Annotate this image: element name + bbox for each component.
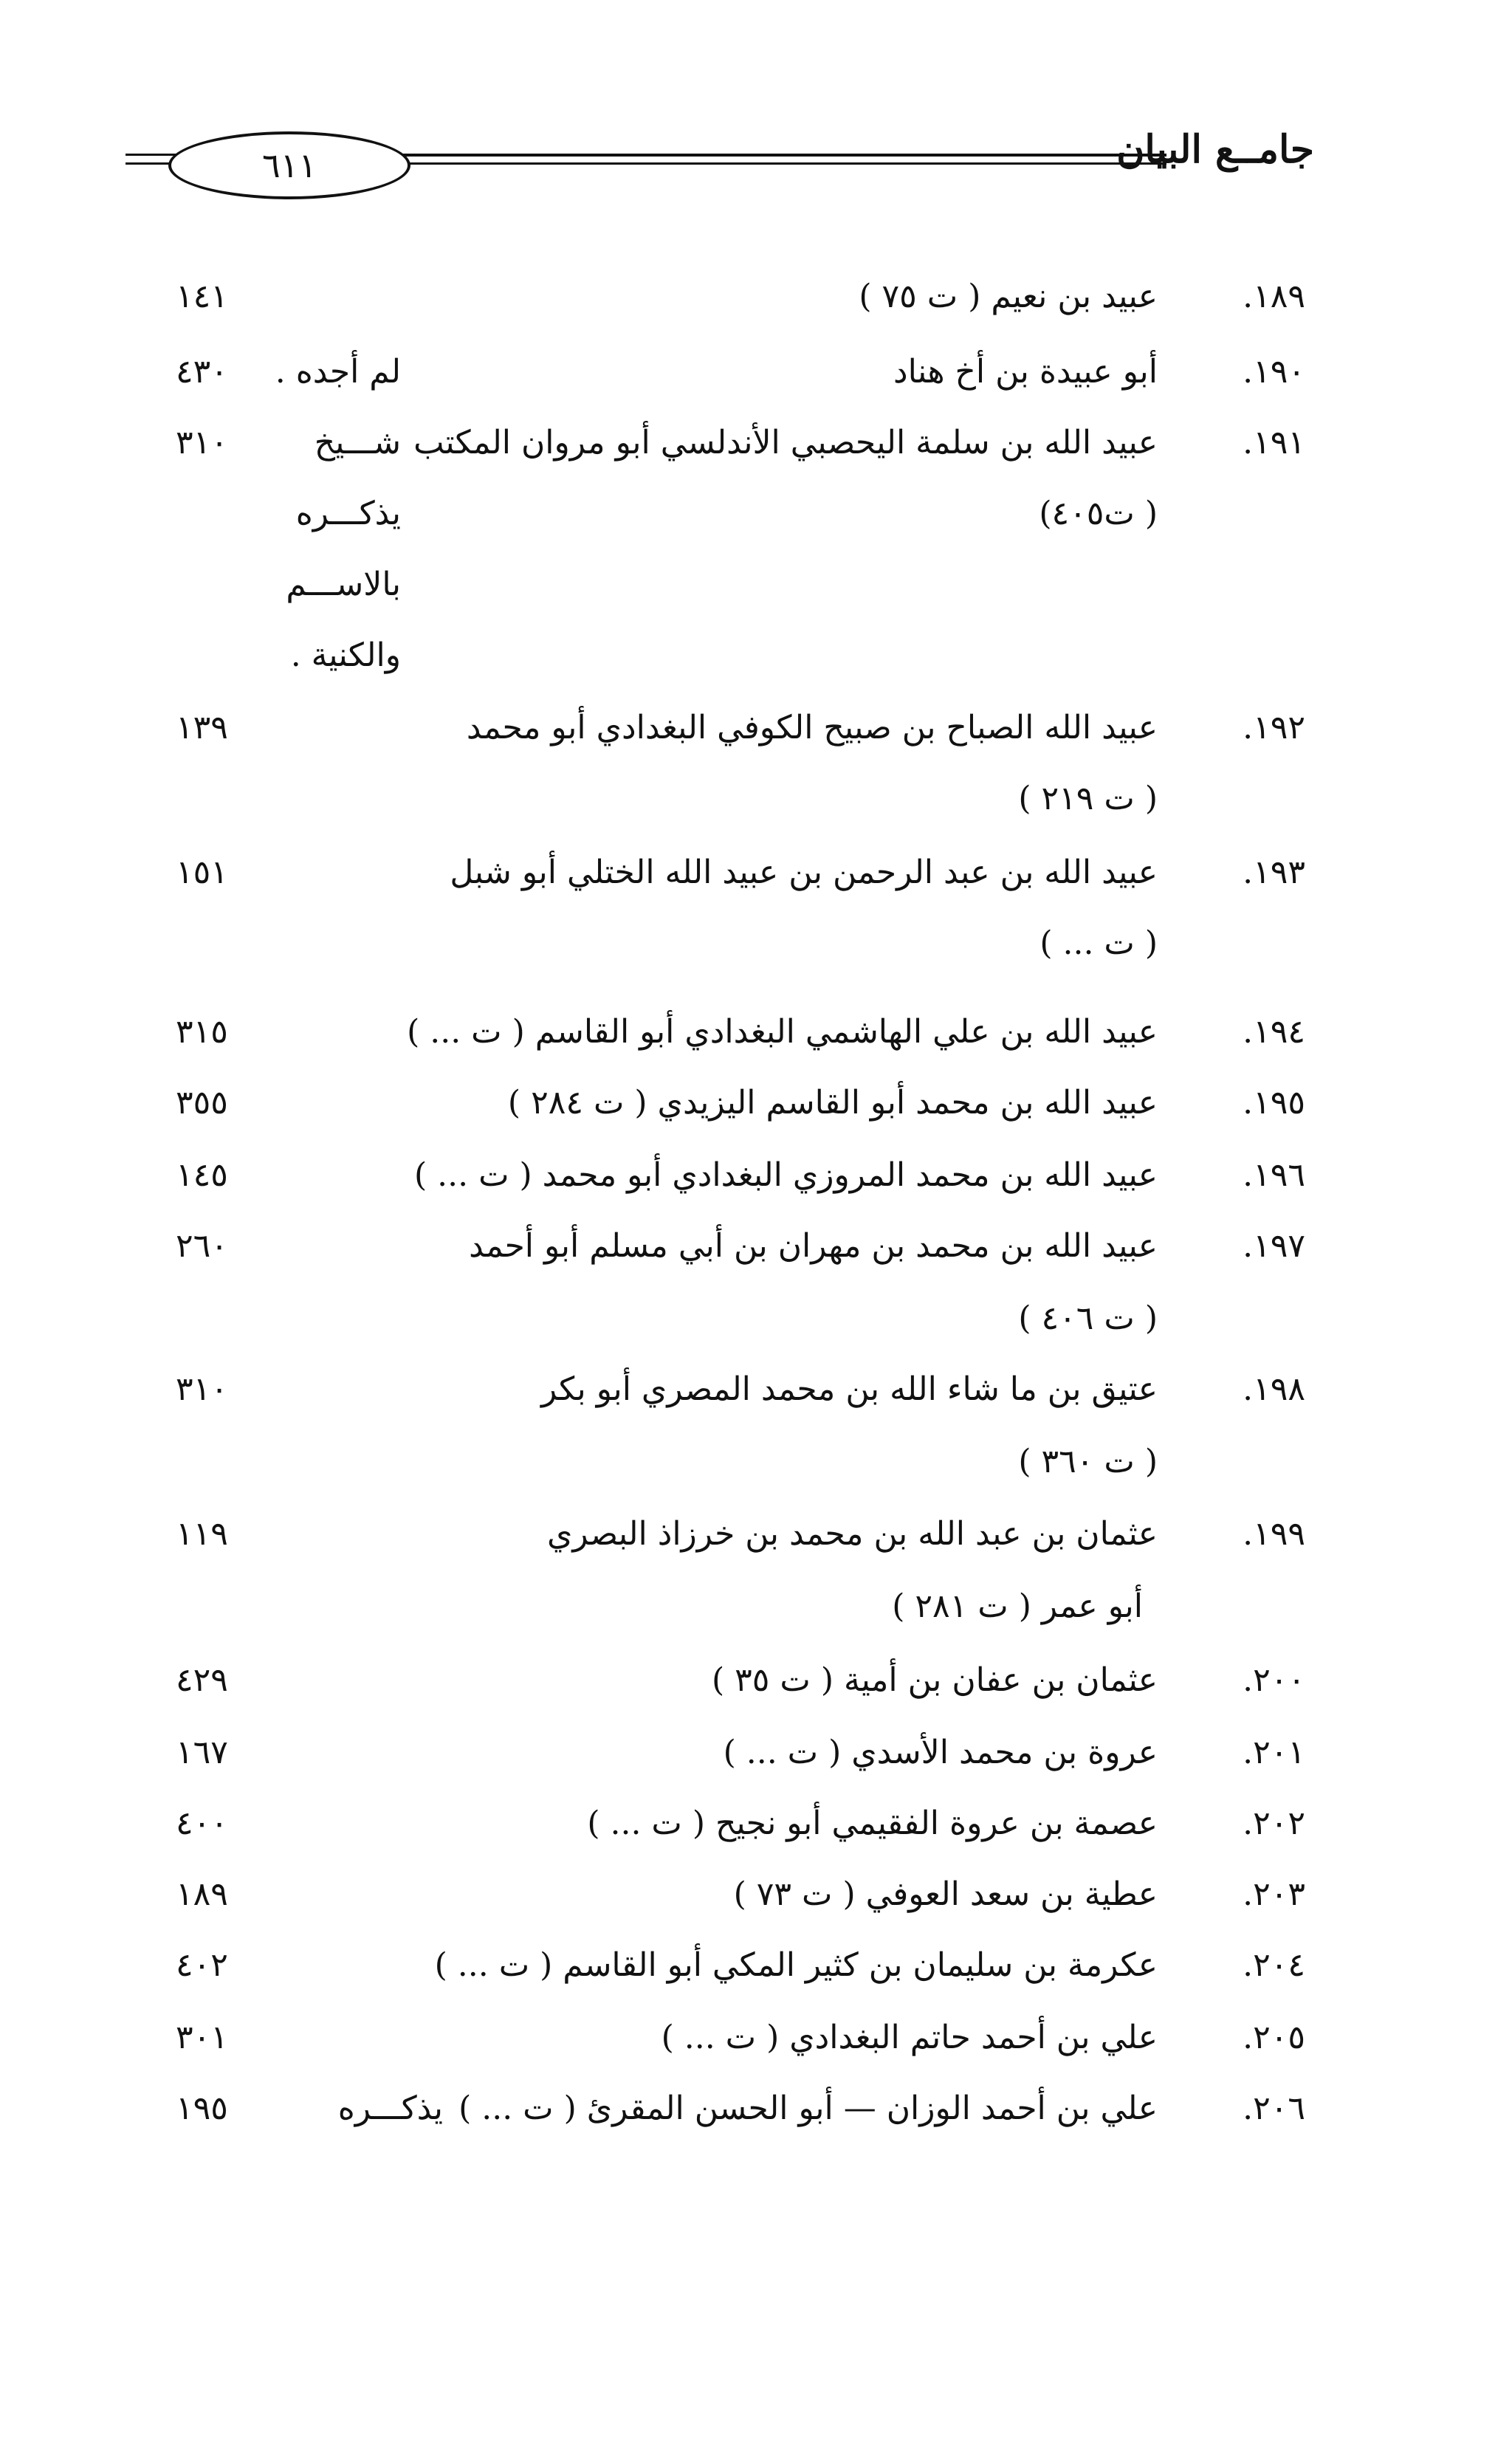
index-entry: [0, 1370, 1512, 1503]
entry-name: عبيد الله بن محمد أبو القاسم اليزيدي ( ت ٢٨٤ ): [507, 1084, 1158, 1122]
entry-name: عبيد بن نعيم ( ت ٧٥ ): [859, 278, 1158, 315]
entry-page: ١٣٩: [176, 709, 228, 746]
entry-number: ١٩٠.: [1243, 353, 1305, 391]
entry-note-line-2: يذكـــره: [295, 495, 401, 532]
entry-note: يذكـــره: [337, 2090, 443, 2127]
entry-name: أبو عبيدة بن أخ هناد: [893, 353, 1158, 391]
index-entry: [0, 353, 1512, 419]
entry-page: ٤٠٠: [176, 1805, 228, 1842]
entry-page: ١١٩: [176, 1515, 228, 1553]
entry-number: ٢٠٢.: [1243, 1805, 1305, 1842]
index-entry: [0, 1946, 1512, 2013]
entry-number: ٢٠٠.: [1243, 1661, 1305, 1699]
book-title: جامــع البيان: [1116, 127, 1314, 172]
entry-name: علي بن أحمد حاتم البغدادي ( ت ... ): [661, 2019, 1158, 2056]
index-entry: [0, 1805, 1512, 1871]
entry-page: ١٦٧: [176, 1734, 228, 1771]
entry-page: ٤٠٢: [176, 1946, 228, 1984]
entry-number: ١٩٦.: [1243, 1156, 1305, 1194]
entry-page: ١٥١: [176, 854, 228, 891]
entry-name: عبيد الله بن محمد المروزي البغدادي أبو محمد ( ت ... ): [414, 1156, 1158, 1194]
index-entry: [0, 2019, 1512, 2085]
entry-name: عثمان بن عفان بن أمية ( ت ٣٥ ): [712, 1661, 1158, 1699]
entry-page: ٣١٠: [176, 1370, 228, 1408]
entry-page: ٣١٥: [176, 1013, 228, 1051]
entry-number: ١٩٥.: [1243, 1084, 1305, 1122]
entry-page: ٣١٠: [176, 424, 228, 461]
entry-name: عبيد الله بن محمد بن مهران بن أبي مسلم أبو أحمد: [469, 1227, 1158, 1265]
entry-number: ١٩٢.: [1243, 709, 1305, 746]
entry-note: شـــيخ: [314, 424, 401, 461]
index-entry: [0, 2090, 1512, 2156]
entry-name-continued: ( ت٤٠٥): [1039, 495, 1158, 532]
index-entry: [0, 1515, 1512, 1648]
entry-name: علي بن أحمد الوزان — أبو الحسن المقرئ ( ت ... ): [458, 2090, 1158, 2127]
entry-note: لم أجده .: [275, 353, 401, 391]
entry-name: عطية بن سعد العوفي ( ت ٧٣ ): [733, 1875, 1158, 1913]
entry-page: ١٤١: [176, 278, 228, 315]
entry-name-continued: ( ت ٣٦٠ ): [1018, 1443, 1158, 1480]
entry-page: ١٨٩: [176, 1875, 228, 1913]
index-entry: [0, 1227, 1512, 1360]
entry-page: ٤٣٠: [176, 353, 228, 391]
index-entry: [0, 424, 1512, 704]
entry-page: ٣٠١: [176, 2019, 228, 2056]
entry-name: عبيد الله بن علي الهاشمي البغدادي أبو القاسم ( ت ... ): [407, 1013, 1158, 1051]
entry-number: ١٩٣.: [1243, 854, 1305, 891]
entry-number: ٢٠٣.: [1243, 1875, 1305, 1913]
index-entry: [0, 1084, 1512, 1150]
index-entry: [0, 1734, 1512, 1800]
entry-number: ١٩٤.: [1243, 1013, 1305, 1051]
entry-name: عثمان بن عبد الله بن محمد بن خرزاذ البصري: [546, 1515, 1158, 1553]
entry-name-continued: ( ت ٤٠٦ ): [1018, 1299, 1158, 1337]
entry-number: ١٩٩.: [1243, 1515, 1305, 1553]
entry-note-line-3: بالاســـم: [286, 566, 401, 603]
entry-name: عصمة بن عروة الفقيمي أبو نجيح ( ت ... ): [587, 1805, 1158, 1842]
entry-name: عبيد الله بن عبد الرحمن بن عبيد الله الختلي أبو شبل: [450, 854, 1158, 891]
index-entry: [0, 709, 1512, 842]
entry-number: ٢٠٤.: [1243, 1946, 1305, 1984]
index-entry: [0, 1013, 1512, 1079]
entry-name-continued: ( ت ٢١٩ ): [1018, 780, 1158, 817]
entry-note-line-4: والكنية .: [290, 636, 401, 674]
index-entry: [0, 1661, 1512, 1728]
index-entry: [0, 854, 1512, 986]
entry-page: ٢٦٠: [176, 1227, 228, 1265]
entry-page: ١٩٥: [176, 2090, 228, 2127]
index-entry: [0, 1875, 1512, 1942]
entry-name: عروة بن محمد الأسدي ( ت ... ): [723, 1734, 1158, 1771]
entry-number: ١٩٧.: [1243, 1227, 1305, 1265]
entry-page: ٤٢٩: [176, 1661, 228, 1699]
entry-name: عكرمة بن سليمان بن كثير المكي أبو القاسم ( ت ... ): [434, 1946, 1158, 1984]
entry-name: عبيد الله الصباح بن صبيح الكوفي البغدادي أبو محمد: [466, 709, 1158, 746]
index-entry: [0, 278, 1512, 344]
entry-name: عتيق بن ما شاء الله بن محمد المصري أبو بكر: [540, 1370, 1158, 1408]
page-number: ٦١١: [168, 131, 410, 199]
index-entry: [0, 1156, 1512, 1223]
entry-number: ١٩٨.: [1243, 1370, 1305, 1408]
entry-number: ٢٠١.: [1243, 1734, 1305, 1771]
entry-name-continued: أبو عمر ( ت ٢٨١ ): [892, 1587, 1143, 1625]
entry-page: ١٤٥: [176, 1156, 228, 1194]
entry-number: ١٩١.: [1243, 424, 1305, 461]
entry-name: عبيد الله بن سلمة اليحصبي الأندلسي أبو مروان المكتب: [413, 424, 1158, 461]
entry-number: ١٨٩.: [1243, 278, 1305, 315]
entry-page: ٣٥٥: [176, 1084, 228, 1122]
entry-number: ٢٠٦.: [1243, 2090, 1305, 2127]
entry-number: ٢٠٥.: [1243, 2019, 1305, 2056]
entry-name-continued: ( ت ... ): [1040, 924, 1158, 962]
